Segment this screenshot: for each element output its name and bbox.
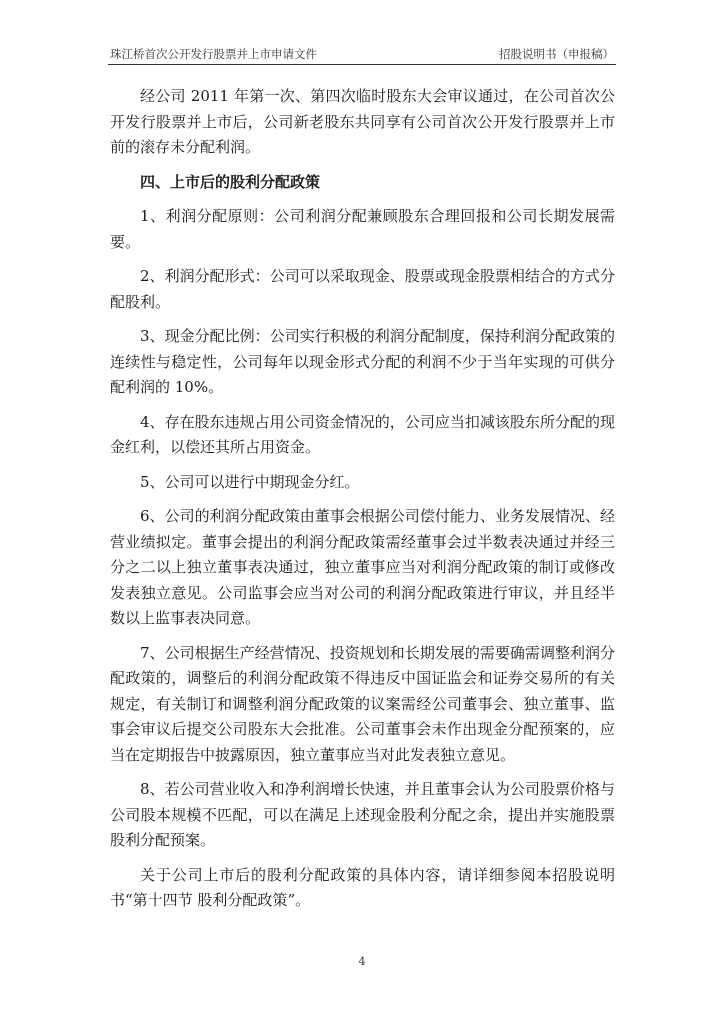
header-document-title: 珠江桥首次公开发行股票并上市申请文件 [110, 47, 317, 61]
page-number: 4 [358, 955, 366, 968]
paragraph-item-4: 4、存在股东违规占用公司资金情况的，公司应当扣减该股东所分配的现金红利，以偿还其所占用资金。 [110, 412, 615, 456]
paragraph-item-5: 5、公司可以进行中期现金分红。 [140, 472, 360, 491]
paragraph-retained-profits: 经公司 2011 年第一次、第四次临时股东大会审议通过，在公司首次公开发行股票并上市后，公司新老股东共同享有公司首次公开发行股票并上市前的滚存未分配利润。 [110, 87, 615, 156]
paragraph-item-7: 7、公司根据生产经营情况、投资规划和长期发展的需要确需调整利润分配政策的，调整后的利润分配政策不得违反中国证监会和证券交易所的有关规定，有关制订和调整利润分配政策的议案需经公司董事会、独立董事、监事会审议后提交公司股东大会批准。公司董事会未作出现金分配预案的，应当在定期报告中披露原因，独立董事应当对此发表独立意见。 [110, 643, 615, 764]
document-body [110, 84, 615, 923]
paragraph-item-1: 1、利润分配原则：公司利润分配兼顾股东合理回报和公司长期发展需要。 [110, 207, 615, 251]
paragraph-item-2: 2、利润分配形式：公司可以采取现金、股票或现金股票相结合的方式分配股利。 [110, 267, 615, 311]
paragraph-item-8: 8、若公司营业收入和净利润增长快速，并且董事会认为公司股票价格与公司股本规模不匹配，可以在满足上述现金股利分配之余，提出并实施股票股利分配预案。 [110, 780, 615, 849]
section-heading-dividend-policy: 四、上市后的股利分配政策 [140, 172, 321, 191]
header-document-type: 招股说明书（申报稿） [499, 47, 614, 61]
page-header [108, 40, 616, 65]
paragraph-item-3: 3、现金分配比例：公司实行积极的利润分配制度，保持利润分配政策的连续性与稳定性，公司每年以现金形式分配的利润不少于当年实现的可供分配利润的 10%。 [110, 327, 615, 396]
paragraph-item-6: 6、公司的利润分配政策由董事会根据公司偿付能力、业务发展情况、经营业绩拟定。董事会提出的利润分配政策需经董事会过半数表决通过并经三分之二以上独立董事表决通过，独立董事应当对利润分配政策的制订或修改发表独立意见。公司监事会应当对公司的利润分配政策进行审议，并且经半数以上监事表决同意。 [110, 507, 615, 627]
paragraph-reference: 关于公司上市后的股利分配政策的具体内容，请详细参阅本招股说明书“第十四节 股利分配政策”。 [110, 865, 615, 909]
